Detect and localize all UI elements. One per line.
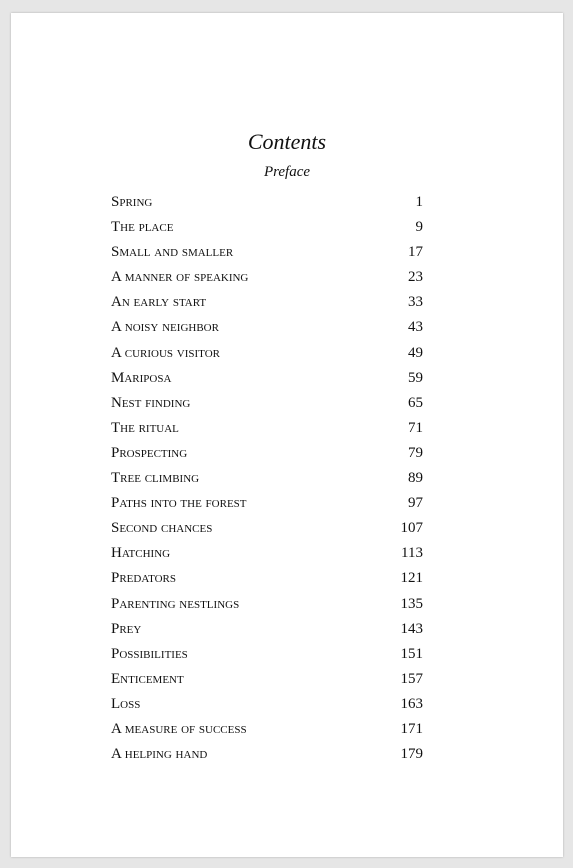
toc-entry [111,566,423,591]
toc-entry-page-number: 89 [408,470,423,487]
toc-entry-title: A manner of speaking [111,269,249,286]
toc-entry-title: A measure of success [111,720,247,737]
toc-entry [111,592,423,617]
toc-entry-page-number: 43 [408,319,423,336]
toc-entry [111,215,423,240]
preface-entry: Preface [263,164,311,180]
toc-entry-title: A curious visitor [111,344,220,361]
toc-entry-page-number: 65 [408,394,423,411]
toc-entry-title: Tree climbing [111,470,200,487]
toc-entry [111,617,423,642]
toc-entry-title: Predators [111,570,176,587]
toc-entry [111,642,423,667]
page-title: Contents [247,129,327,154]
toc-entry [111,290,423,315]
toc-entry-page-number: 79 [408,444,423,461]
table-of-contents [111,190,423,767]
toc-entry-page-number: 163 [400,695,423,712]
toc-entry-page-number: 49 [408,344,423,361]
toc-entry-title: Parenting nestlings [111,595,240,612]
toc-entry [111,466,423,491]
toc-entry-title: Loss [111,695,141,712]
toc-entry-page-number: 97 [408,495,423,512]
toc-entry-title: Enticement [111,670,184,687]
toc-entry [111,240,423,265]
toc-entry-title: Paths into the forest [111,495,247,512]
toc-entry-page-number: 143 [400,620,423,637]
toc-entry [111,441,423,466]
document-page [11,13,563,857]
toc-entry-page-number: 33 [408,294,423,311]
toc-entry-page-number: 59 [408,369,423,386]
toc-entry-page-number: 113 [401,545,423,562]
toc-entry [111,742,423,767]
toc-entry [111,541,423,566]
toc-entry-title: Prospecting [111,444,188,461]
toc-entry-page-number: 9 [415,219,423,236]
toc-entry [111,416,423,441]
toc-entry-title: Hatching [111,545,171,562]
toc-entry-page-number: 157 [400,670,423,687]
toc-entry [111,190,423,215]
toc-entry-title: Second chances [111,520,213,537]
toc-entry-page-number: 121 [400,570,423,587]
toc-entry [111,341,423,366]
toc-entry-page-number: 17 [408,244,423,261]
toc-entry-page-number: 171 [400,720,423,737]
toc-entry-title: Possibilities [111,645,188,662]
toc-entry-title: Mariposa [111,369,172,386]
toc-entry-page-number: 151 [400,645,423,662]
toc-entry-page-number: 1 [415,194,423,210]
toc-entry [111,516,423,541]
toc-entry-title: The place [111,219,174,236]
toc-entry [111,391,423,416]
toc-entry-title: A helping hand [111,746,208,763]
toc-entry [111,366,423,391]
toc-entry-title: Nest finding [111,394,191,411]
toc-entry-page-number: 23 [408,269,423,286]
toc-entry-title: An early start [111,294,207,311]
toc-entry-page-number: 179 [400,746,423,763]
toc-entry-page-number: 107 [400,520,423,537]
toc-entry [111,717,423,742]
toc-entry [111,491,423,516]
toc-entry [111,692,423,717]
toc-entry [111,265,423,290]
toc-entry-title: The ritual [111,419,179,436]
toc-entry-title: Prey [111,620,142,637]
toc-entry-page-number: 71 [408,419,423,436]
toc-entry-title: Spring [111,194,153,210]
toc-entry-title: Small and smaller [111,244,234,261]
toc-entry-page-number: 135 [400,595,423,612]
toc-entry [111,315,423,340]
toc-entry-title: A noisy neighbor [111,319,219,336]
toc-entry [111,667,423,692]
